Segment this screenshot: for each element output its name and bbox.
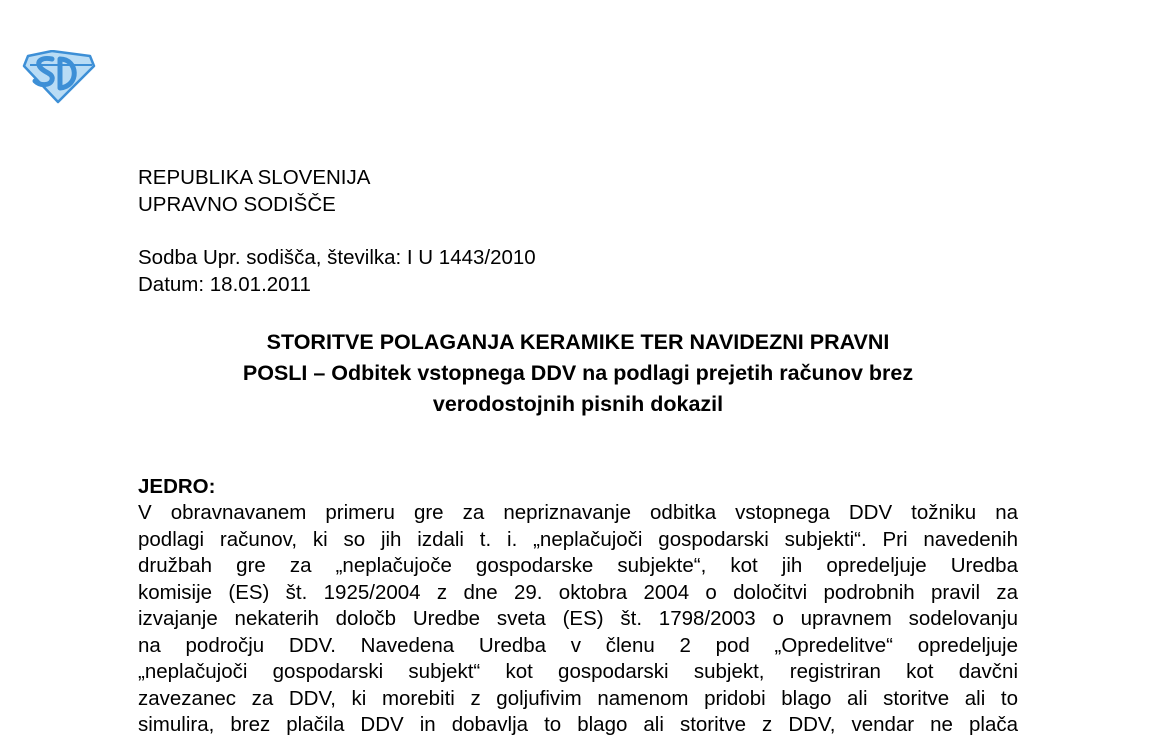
title-line: POSLI – Odbitek vstopnega DDV na podlagi prejetih računov brez — [242, 361, 914, 385]
case-number: Sodba Upr. sodišča, številka: I U 1443/2010 — [138, 246, 536, 269]
paragraph-line: izvajanje nekaterih določb Uredbe sveta (ES) št. 1798/2003 o upravnem sodelovanju — [138, 607, 1018, 630]
court-name: UPRAVNO SODIŠČE — [138, 192, 336, 216]
jedro-heading: JEDRO: — [138, 475, 216, 498]
paragraph-line: na področju DDV. Navedena Uredba v členu 2 pod „Opredelitve“ opredeljuje — [138, 633, 1018, 657]
paragraph-line: družbah gre za „neplačujoče gospodarske subjekte“, kot jih opredeljuje Uredba — [138, 554, 1018, 577]
title-line: STORITVE POLAGANJA KERAMIKE TER NAVIDEZNI PRAVNI — [266, 330, 890, 354]
paragraph-line: zavezanec za DDV, ki morebiti z goljufivim namenom pridobi blago ali storitve ali to — [138, 686, 1018, 710]
court-logo-icon — [22, 50, 96, 104]
paragraph-line: simulira, brez plačila DDV in dobavlja to blago ali storitve z DDV, vendar ne plača — [138, 713, 1018, 736]
title-line: verodostojnih pisnih dokazil — [432, 392, 724, 416]
paragraph-line: komisije (ES) št. 1925/2004 z dne 29. oktobra 2004 o določitvi podrobnih pravil za — [138, 580, 1018, 604]
case-meta — [138, 245, 1018, 298]
paragraph-line: V obravnavanem primeru gre za nepriznavanje odbitka vstopnega DDV tožniku na — [138, 501, 1018, 524]
paragraph-line: „neplačujoči gospodarski subjekt“ kot gospodarski subjekt, registriran kot davčni — [138, 660, 1018, 683]
document-header — [138, 165, 1018, 218]
country-name: REPUBLIKA SLOVENIJA — [138, 166, 371, 189]
jedro-paragraph — [138, 500, 1018, 739]
paragraph-line: podlagi računov, ki so jih izdali t. i. „neplačujoči gospodarski subjekti“. Pri navedenih — [138, 527, 1018, 551]
document-title — [138, 327, 1018, 420]
decision-date: Datum: 18.01.2011 — [138, 272, 311, 296]
